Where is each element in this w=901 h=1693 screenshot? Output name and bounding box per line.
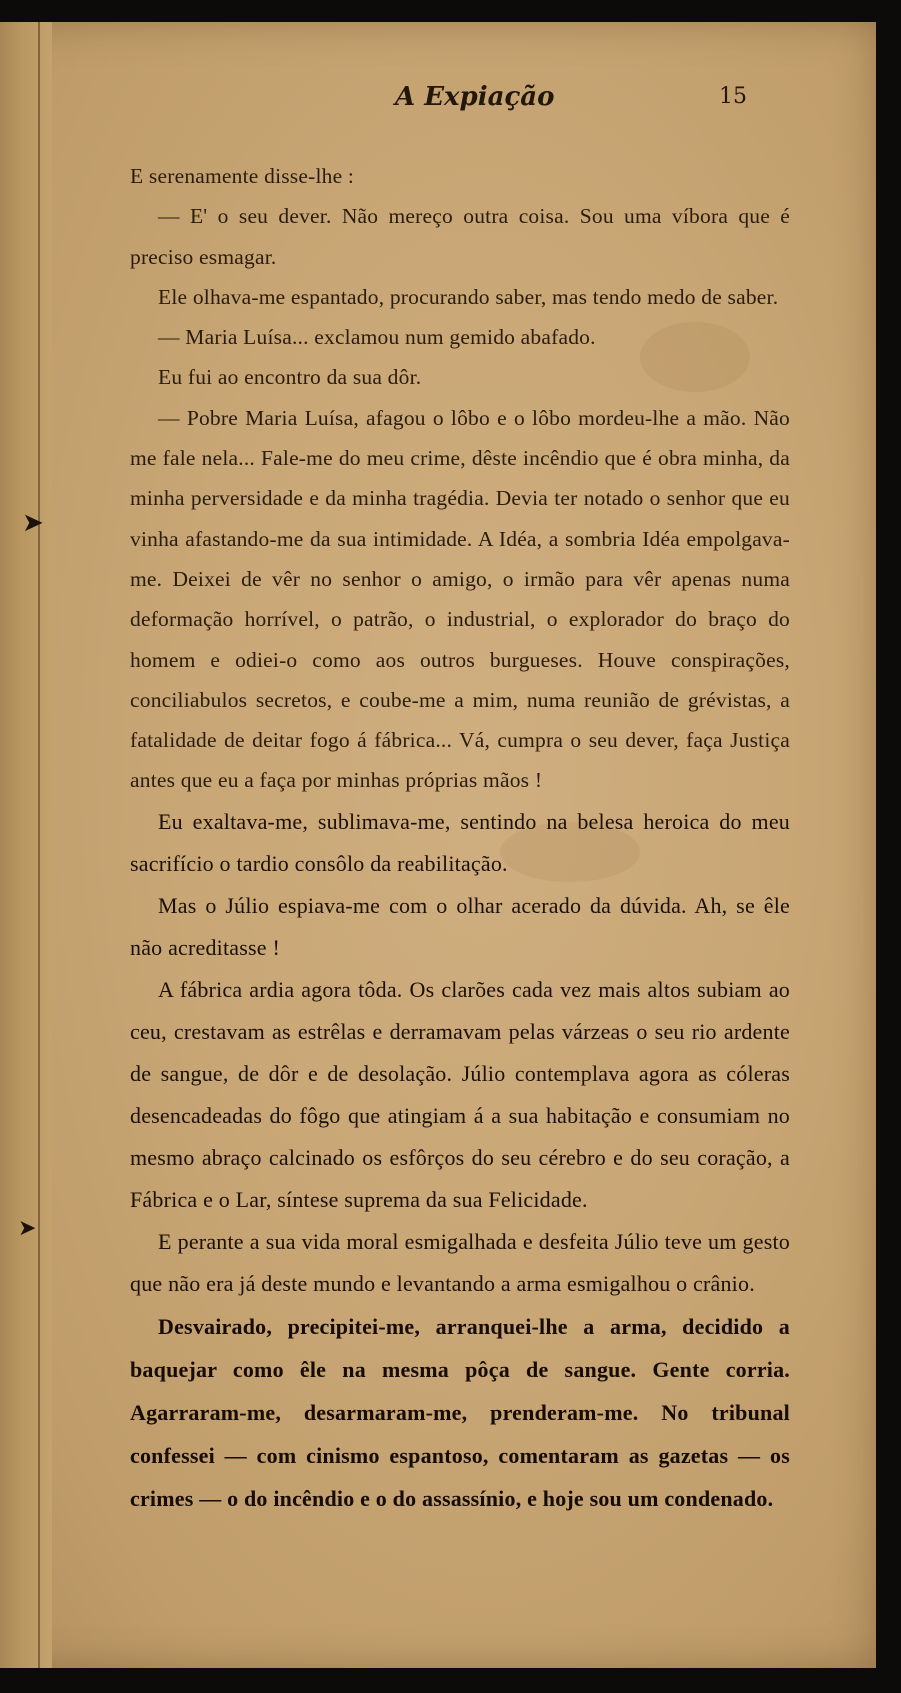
paragraph: — Pobre Maria Luísa, afagou o lôbo e o lôbo mordeu-lhe a mão. Não me fale nela... Fale-me do meu crime, dêste incêndio que é obra minha, da minha perversidade e da minha tragédia. Devia ter notado o senhor que eu vinha afastando-me da sua intimidade. A Idéa, a sombria Idéa empolgava-me. Deixei de vêr no senhor o amigo, o irmão para vêr apenas numa deformação horrível, o patrão, o industrial, o explorador do braço do homem e odiei-o como aos outros burgueses. Houve conspirações, conciliabulos secretos, e coube-me a mim, numa reunião de grévistas, a fatalidade de deitar fogo á fábrica... Vá, cumpra o seu dever, faça Justiça antes que eu a faça por minhas próprias mãos ! (130, 405, 790, 793)
paragraph: E serenamente disse-lhe : (130, 164, 355, 188)
paragraph: — Maria Luísa... exclamou num gemido abafado. (158, 325, 596, 350)
page-binding-edge (0, 22, 52, 1668)
page-number: 15 (719, 84, 747, 109)
paragraph: Mas o Júlio espiava-me com o olhar acerado da dúvida. Ah, se êle não acreditasse ! (130, 892, 790, 960)
running-title: A Expiação (395, 82, 555, 112)
paragraph: Eu fui ao encontro da sua dôr. (158, 365, 422, 390)
binding-thread-mark: ➤ (18, 1216, 37, 1241)
paper-page (0, 22, 876, 1668)
binding-thread-mark: ➤ (22, 508, 44, 538)
body-text (130, 156, 790, 1520)
page-header (0, 22, 876, 132)
binding-fold-line (38, 22, 40, 1668)
paragraph: E perante a sua vida moral esmigalhada e desfeita Júlio teve um gesto que não era já deste mundo e levantando a arma esmigalhou o crânio. (130, 1228, 790, 1296)
paragraph: A fábrica ardia agora tôda. Os clarões cada vez mais altos subiam ao ceu, crestavam as estrêlas e derramavam pelas várzeas o seu rio ardente de sangue, de dôr e de desolação. Júlio contemplava agora as cóleras desencadeadas do fôgo que atingiam á a sua habitação e consumiam no mesmo abraço calcinado os esfôrços do seu cérebro e do seu coração, a Fábrica e o Lar, síntese suprema da sua Felicidade. (130, 976, 790, 1212)
paragraph: Desvairado, precipitei-me, arranquei-lhe a arma, decidido a baquejar como êle na mesma pôça de sangue. Gente corria. Agarraram-me, desarmaram-me, prenderam-me. No tribunal confessei — com cinismo espantoso, comentaram as gazetas — os crimes — o do incêndio e o do assassínio, e hoje sou um condenado. (130, 1313, 790, 1511)
paragraph: Eu exaltava-me, sublimava-me, sentindo na belesa heroica do meu sacrifício o tardio consôlo da reabilitação. (130, 808, 790, 876)
paragraph: Ele olhava-me espantado, procurando saber, mas tendo medo de saber. (158, 284, 779, 309)
paragraph: — E' o seu dever. Não mereço outra coisa. Sou uma víbora que é preciso esmagar. (130, 204, 790, 269)
